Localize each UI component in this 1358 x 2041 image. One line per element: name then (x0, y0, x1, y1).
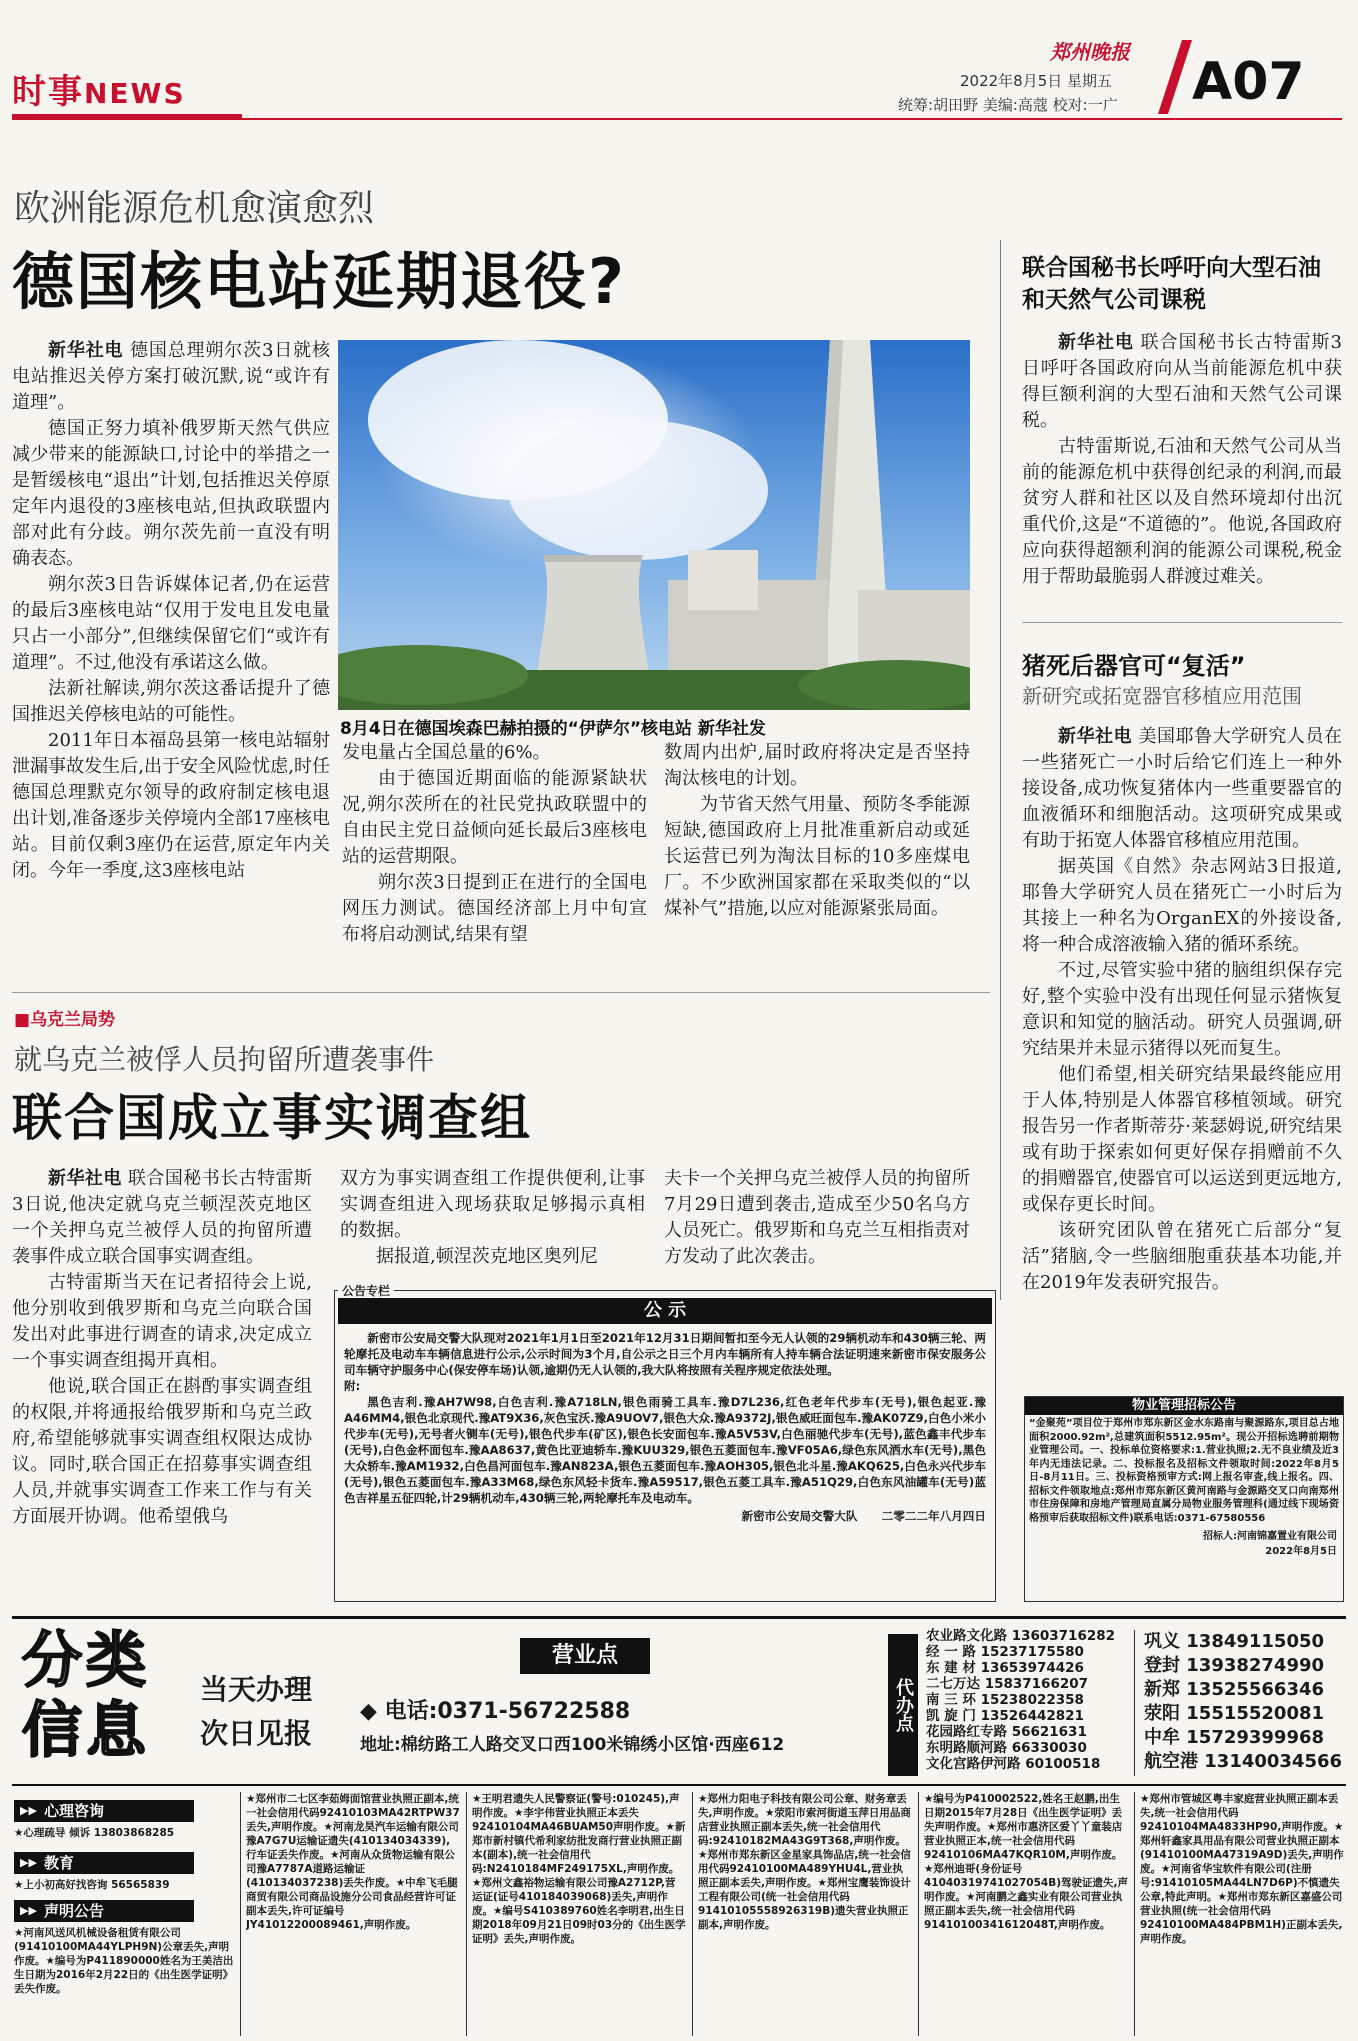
notice-signer: 新密市公安局交警大队 (741, 1509, 858, 1523)
city-phone: 巩义 13849115050 (1144, 1631, 1325, 1652)
paper-logo: 郑州晚报 (1050, 40, 1130, 64)
agent-item: 花园路红专路 56621631 (926, 1724, 1087, 1740)
notice-list-label: 附: (344, 1379, 361, 1393)
classified-slogan-2: 次日见报 (200, 1717, 313, 1750)
story1-col3 (664, 740, 970, 922)
property-notice-title: 物业管理招标公告 (1025, 1397, 1343, 1415)
city-phone: 登封 13938274990 (1144, 1655, 1325, 1676)
property-notice-box (1024, 1396, 1344, 1602)
story2-col1 (12, 1166, 312, 1530)
paragraph: 夫卡一个关押乌克兰被俘人员的拘留所7月29日遭到袭击,造成至少50名乌方人员死亡。俄罗斯和乌克兰互相指责对方发动了此次袭击。 (664, 1168, 970, 1267)
paragraph: 德国总理朔尔茨3日就核电站推迟关停方案打破沉默,说“或许有道理”。 (12, 340, 330, 413)
masthead-rule (12, 118, 1342, 120)
page-number-text: A07 (1192, 52, 1305, 112)
paragraph: 古特雷斯当天在记者招待会上说,他分别收到俄罗斯和乌克兰向联合国发出对此事进行调查的请求,决定成立一个事实调查组揭开真相。 (12, 1272, 312, 1371)
ad-column: ★郑州力阳电子科技有限公司公章、财务章丢失,声明作废。★荥阳市索河街道玉萍日用品商店营业执照正副本丢失,统一社会信用代码:92410182MA43G9T368,声明作废。★郑州市郑东新区金星家具饰品店,统一社会信用代码92410100MA489YHU4L,营业执照正副本丢失,声明作废。★郑州宝鹰装饰设计工程有限公司(统一社会信用代码91410105558926319B)遗失营业执照正副本,声明作废。 (698, 1793, 911, 1931)
agents-divider (1134, 1630, 1135, 1776)
section-title (12, 64, 186, 113)
classified-slogan-1: 当天办理 (200, 1673, 313, 1706)
classified-logo (22, 1626, 192, 1776)
agent-item: 经 一 路 15237175580 (926, 1644, 1084, 1660)
paragraph: 据报道,顿涅茨克地区奥列尼 (376, 1246, 598, 1267)
nuclear-plant-photo (338, 340, 970, 710)
staff-credits: 统筹:胡田野 美编:高蔻 校对:一广 (898, 96, 1118, 114)
ads-divider (918, 1792, 919, 2036)
paragraph: 数周内出炉,届时政府将决定是否坚持淘汰核电的计划。 (664, 742, 970, 789)
tag-marker-icon: ■ (14, 1010, 31, 1030)
paragraph: 朔尔茨3日提到正在进行的全国电网压力测试。德国经济部上月中旬宣布将启动测试,结果有望 (342, 872, 647, 945)
notice-body (344, 1330, 986, 1524)
notice-title: 公 示 (643, 1300, 687, 1321)
notices-ad: ★河南风送风机械设备租赁有限公司(91410100MA44YLPH9N)公章丢失,声明作废。★编号为P411890000姓名为王美洁出生日期为2016年2月22日的《出生医学证明》丢失作废。 (14, 1927, 234, 1995)
agent-item: 文化宫路伊河路 60100518 (926, 1756, 1101, 1772)
ad-column: ★编号为P410002522,姓名王赵鹏,出生日期2015年7月28日《出生医学证明》丢失声明作废。★郑州市惠济区爱丫丫童装店营业执照正本,统一社会信用代码92410106MA47KQR10M,声明作废。★郑州迪哥(身份证号41040319741027054B)驾驶证遗失,声明作废。★河南鹏之鑫实业有限公司营业执照正副本丢失,统一社会信用代码91410100341612048T,声明作废。 (924, 1793, 1128, 1931)
story2-kicker: 就乌克兰被俘人员拘留所遭袭事件 (14, 1043, 435, 1076)
nuclear-plant-illustration (338, 340, 970, 710)
office-label-text: 营业点 (551, 1643, 618, 1668)
story2-col3 (664, 1166, 970, 1270)
classified-logo-top: 分类 (22, 1626, 150, 1696)
agents-label-text: 代办点 (893, 1678, 914, 1732)
category-notices (14, 1900, 194, 1922)
paragraph: 2011年日本福岛县第一核电站辐射泄漏事故发生后,出于安全风险忧虑,时任德国总理默克尔领导的政府制定核电退出计划,准备逐步关停境内全部17座核电站。目前仅剩3座仍在运营,原定年内关闭。今年一季度,这3座核电站 (12, 730, 330, 881)
notice-date: 二零二二年八月四日 (881, 1509, 986, 1523)
story2-headline: 联合国成立事实调查组 (12, 1089, 532, 1147)
category-notices-label: 声明公告 (44, 1902, 105, 1920)
ads-divider (466, 1792, 467, 2036)
property-notice-date: 2022年8月5日 (1265, 1546, 1337, 1557)
notice-tag: 公告专栏 (338, 1282, 394, 1299)
ads-divider (240, 1792, 241, 2036)
ad-column: ★郑州市管城区粤丰家庭营业执照正副本丢失,统一社会信用代码92410104MA4833HP90,声明作废。★郑州轩鑫家具用品有限公司营业执照正副本(91410100MA47319A9D)丢失,声明作废。★河南省华宝软件有限公司(注册号:91410105MA44LN7D6P)不慎遗失公章,特此声明。★郑州市郑东新区嘉盛公司营业执照(统一社会信用代码92410100MA484PBM1H)正副本丢失,声明作废。 (1140, 1793, 1344, 1945)
education-ad: ★上小初高好找咨询 56565839 (14, 1879, 170, 1891)
paragraph: 双方为事实调查组工作提供便利,让事实调查组进入现场获取足够揭示真相的数据。 (340, 1168, 645, 1241)
story-rule (12, 992, 990, 993)
city-phone: 航空港 13140034566 (1144, 1751, 1343, 1772)
story2-tag (14, 1005, 115, 1030)
notice-text: 新密市公安局交警大队现对2021年1月1日至2021年12月31日期间暂扣至今无人认领的29辆机动车和430辆三轮、两轮摩托及电动车车辆信息进行公示,公示时间为3个月,自公示之日三个月内车辆所有人持车辆合法证明速来新密市保安服务公司车辆守护服务中心(保安停车场)认领,逾期仍无人认领的,我大队将按照有关程序规定依法处理。 (344, 1331, 986, 1377)
paragraph: 联合国秘书长古特雷斯3日呼吁各国政府向从当前能源危机中获得巨额利润的大型石油和天然气公司课税。 (1022, 332, 1342, 431)
ads-divider (692, 1792, 693, 2036)
city-phone: 荥阳 15515520081 (1144, 1703, 1325, 1724)
paragraph: 据英国《自然》杂志网站3日报道,耶鲁大学研究人员在猪死亡一小时后为其接上一种名为OrganEX的外接设备,将一种合成溶液输入猪的循环系统。 (1022, 856, 1342, 955)
paragraph: 古特雷斯说,石油和天然气公司从当前的能源危机中获得创纪录的利润,而最贫穷人群和社区以及自然环境却付出沉重代价,这是“不道德的”。他说,各国政府应向获得超额利润的能源公司课税,税金用于帮助最脆弱人群渡过难关。 (1022, 436, 1342, 587)
paragraph: 为节省天然气用量、预防冬季能源短缺,德国政府上月批准重新启动或延长运营已列为淘汰目标的10多座煤电厂。不少欧洲国家都在采取类似的“以煤补气”措施,以应对能源紧张局面。 (664, 794, 970, 919)
category-psych-label: 心理咨询 (44, 1802, 105, 1820)
side2-subhead: 新研究或拓宽器官移植应用范围 (1022, 684, 1302, 708)
column-divider (1000, 240, 1001, 1300)
agents-label (888, 1634, 918, 1776)
paragraph: 联合国秘书长古特雷斯3日说,他决定就乌克兰顿涅茨克地区一个关押乌克兰被俘人员的拘留所遭袭事件成立联合国事实调查组。 (12, 1168, 312, 1267)
ad-column: ★郑州市二七区李茹姆面馆营业执照正副本,统一社会信用代码92410103MA42RTPW37丢失,声明作废。★河南龙昊汽车运输有限公司豫A7G7U运输证遗失(410134034339),行车证丢失作废。★河南从众货物运输有限公司豫A7787A道路运输证(410134037238)丢失作废。★中牟飞毛腿商贸有限公司商品设施分公司食品经营许可证副本丢失,许可证编号JY41012200089461,声明作废。 (246, 1793, 460, 1931)
agent-item: 东 建 材 13653974426 (926, 1660, 1084, 1676)
page-number (1192, 52, 1305, 112)
side2-lead: 新华社电 (1058, 726, 1133, 747)
paragraph: 他说,联合国正在斟酌事实调查组的权限,并将通报给俄罗斯和乌克兰政府,希望能够就事实调查组权限达成协议。同时,联合国正在招募事实调查组人员,并就事实调查工作来工作与有关方面展开协调。他希望俄乌 (12, 1376, 312, 1527)
side1-lead: 新华社电 (1058, 332, 1134, 353)
city-phones (1144, 1630, 1344, 1774)
story1-col2 (342, 740, 647, 948)
paragraph: 法新社解读,朔尔茨这番话提升了德国推迟关停核电站的可能性。 (12, 678, 330, 725)
category-psych (14, 1800, 194, 1822)
section-name: 时事 (12, 72, 84, 112)
paragraph: 不过,尽管实验中猪的脑组织保存完好,整个实验中没有出现任何显示猪恢复意识和知觉的脑活动。研究人员强调,研究结果并未显示猪得以死而复生。 (1022, 960, 1342, 1059)
story1-kicker: 欧洲能源危机愈演愈烈 (14, 188, 375, 229)
category-education-label: 教育 (44, 1854, 75, 1872)
notice-list: 黑色吉利.豫AH7W98,白色吉利.豫A718LN,银色雨骑工具车.豫D7L236,红色老年代步车(无号),银色起亚.豫A46MM4,银色北京现代.豫AT9X36,灰色宝沃.豫A9UOV7,银色大众.豫A9372J,银色威旺面包车.豫AK07Z9,白色小米小代步车(无号),无号者火铡车(无号),银色代步车(矿区),银色长安面包车.豫A5V53V,白色丽驰代步车(无号),蓝色鑫丰代步车(无号),白色金杯面包车.豫AA8637,黄色比亚迪轿车.豫KUU329,银色五菱面包车.豫VF05A6,绿色东风洒水车(无号),黑色大众轿车.豫AM1932,白色昌河面包车.豫AN823A,银色五菱面包车.豫AOH305,银色北斗星.豫AKQ625,白色永兴代步车(无号),银色五菱面包车.豫A33M68,绿色东风轻卡货车.豫A59517,银色五菱工具车.豫A51Q29,白色东风油罐车(无号)蓝色吉祥星五征四轮,计29辆机动车,430辆三轮,两轮摩托车及电动车。 (344, 1395, 986, 1505)
office-label (520, 1638, 650, 1674)
issue-date: 2022年8月5日 星期五 (960, 72, 1113, 90)
story2-tag-text: 乌克兰局势 (30, 1010, 116, 1030)
side1-body (1022, 330, 1342, 590)
city-phone: 中牟 15729399968 (1144, 1727, 1325, 1748)
classified-mid-rule (12, 1784, 1346, 1786)
office-phone: ◆ 电话:0371-56722588 (360, 1699, 631, 1724)
agent-item: 凯 旋 门 13526442821 (926, 1708, 1084, 1724)
side2-headline: 猪死后器官可“复活” (1022, 652, 1246, 680)
side2-body (1022, 724, 1342, 1296)
ad-column: ★王明君遗失人民警察证(警号:010245),声明作废。★李宇伟营业执照正本丢失92410104MA46BUAM50声明作废。★新郑市新村镇代希利家纺批发商行营业执照正副本(副本),统一社会信用代码:N2410184MF249175XL,声明作废。★郑州文鑫裕物运输有限公司豫A2712P,营运证(证号410184039068)丢失,声明作废。★编号S410389760姓名李明君,出生日期2018年09月21日09时03分的《出生医学证明》丢失,声明作废。 (472, 1793, 686, 1945)
story2-col2 (340, 1166, 645, 1270)
paragraph: 该研究团队曾在猪死亡后部分“复活”猪脑,令一些脑细胞重获基本功能,并在2019年发表研究报告。 (1022, 1220, 1342, 1293)
paragraph: 他们希望,相关研究结果最终能应用于人体,特别是人体器官移植领域。研究报告另一作者斯蒂芬·莱瑟姆说,研究结果或有助于探索如何更好保存捐赠前不久的捐赠器官,使器官可以运送到更远地方,或保存更长时间。 (1022, 1064, 1342, 1215)
property-notice-text: “金聚苑”项目位于郑州市郑东新区金水东路南与聚源路东,项目总占地面积2000.92m²,总建筑面积5512.95m²。现公开招标选聘前期物业管理公司。一、投标单位资格要求:1.营业执照;2.无不良业绩及近3年内无违法记录。二、投标报名及招标文件领取时间:2022年8月5日-8月11日。三、投标资格预审方式:网上报名审查,线上报名。四、招标文件领取地点:郑州市郑东新区黄河南路与金源路交叉口向南郑州市住房保障和房地产管理局直属分局物业服务管理科(通过线下现场资格预审后获取招标文件)联系电话:0371-67580556 (1029, 1418, 1339, 1524)
paragraph: 朔尔茨3日告诉媒体记者,仍在运营的最后3座核电站“仅用于发电且发电量只占一小部分”,但继续保留它们“或许有道理”。不过,他没有承诺这么做。 (12, 574, 330, 673)
story1-col1 (12, 338, 330, 884)
agent-item: 南 三 环 15238022358 (926, 1692, 1084, 1708)
property-notice-signer: 招标人:河南锦嘉置业有限公司 (1203, 1531, 1337, 1542)
agent-item: 二七万达 15837166207 (926, 1676, 1089, 1692)
notice-signature (344, 1508, 986, 1524)
story1-lead: 新华社电 (48, 340, 124, 361)
office-address: 地址:棉纺路工人路交叉口西100米锦绣小区馆·西座612 (360, 1735, 785, 1755)
paragraph: 由于德国近期面临的能源紧缺状况,朔尔茨所在的社民党执政联盟中的自由民主党日益倾向延长最后3座核电站的运营期限。 (342, 768, 647, 867)
story2-lead: 新华社电 (48, 1168, 122, 1189)
page-slash (1158, 40, 1192, 114)
paragraph: 美国耶鲁大学研究人员在一些猪死亡一小时后给它们连上一种外接设备,成功恢复猪体内一些重要器官的血液循环和细胞活动。这项研究成果或有助于拓宽人体器官移植应用范围。 (1022, 726, 1343, 851)
notice-title-bar (338, 1298, 992, 1324)
story1-headline: 德国核电站延期退役? (12, 245, 626, 318)
section-name-en: NEWS (84, 77, 186, 110)
ads-divider (1134, 1792, 1135, 2036)
paragraph: 德国正努力填补俄罗斯天然气供应减少带来的能源缺口,讨论中的举措之一是暂缓核电“退出”计划,包括推迟关停原定年内退役的3座核电站,但执政联盟内部对此有分歧。朔尔茨先前一直没有明确表态。 (12, 418, 330, 569)
category-education (14, 1852, 194, 1874)
psych-ad: ★心理疏导 倾诉 13803868285 (14, 1827, 175, 1839)
classified-top-rule (12, 1616, 1346, 1619)
side1-headline: 联合国秘书长呼吁向大型石油和天然气公司课税 (1022, 255, 1321, 313)
photo-caption: 8月4日在德国埃森巴赫拍摄的“伊萨尔”核电站 新华社发 (340, 719, 766, 739)
side-rule (1022, 622, 1342, 623)
agents-list (926, 1628, 1126, 1772)
paragraph: 发电量占全国总量的6%。 (342, 742, 551, 763)
agent-item: 东明路顺河路 66330030 (926, 1740, 1087, 1756)
classified-logo-bottom: 信息 (22, 1696, 150, 1766)
city-phone: 新郑 13525566346 (1144, 1679, 1325, 1700)
agent-item: 农业路文化路 13603716282 (926, 1628, 1116, 1644)
